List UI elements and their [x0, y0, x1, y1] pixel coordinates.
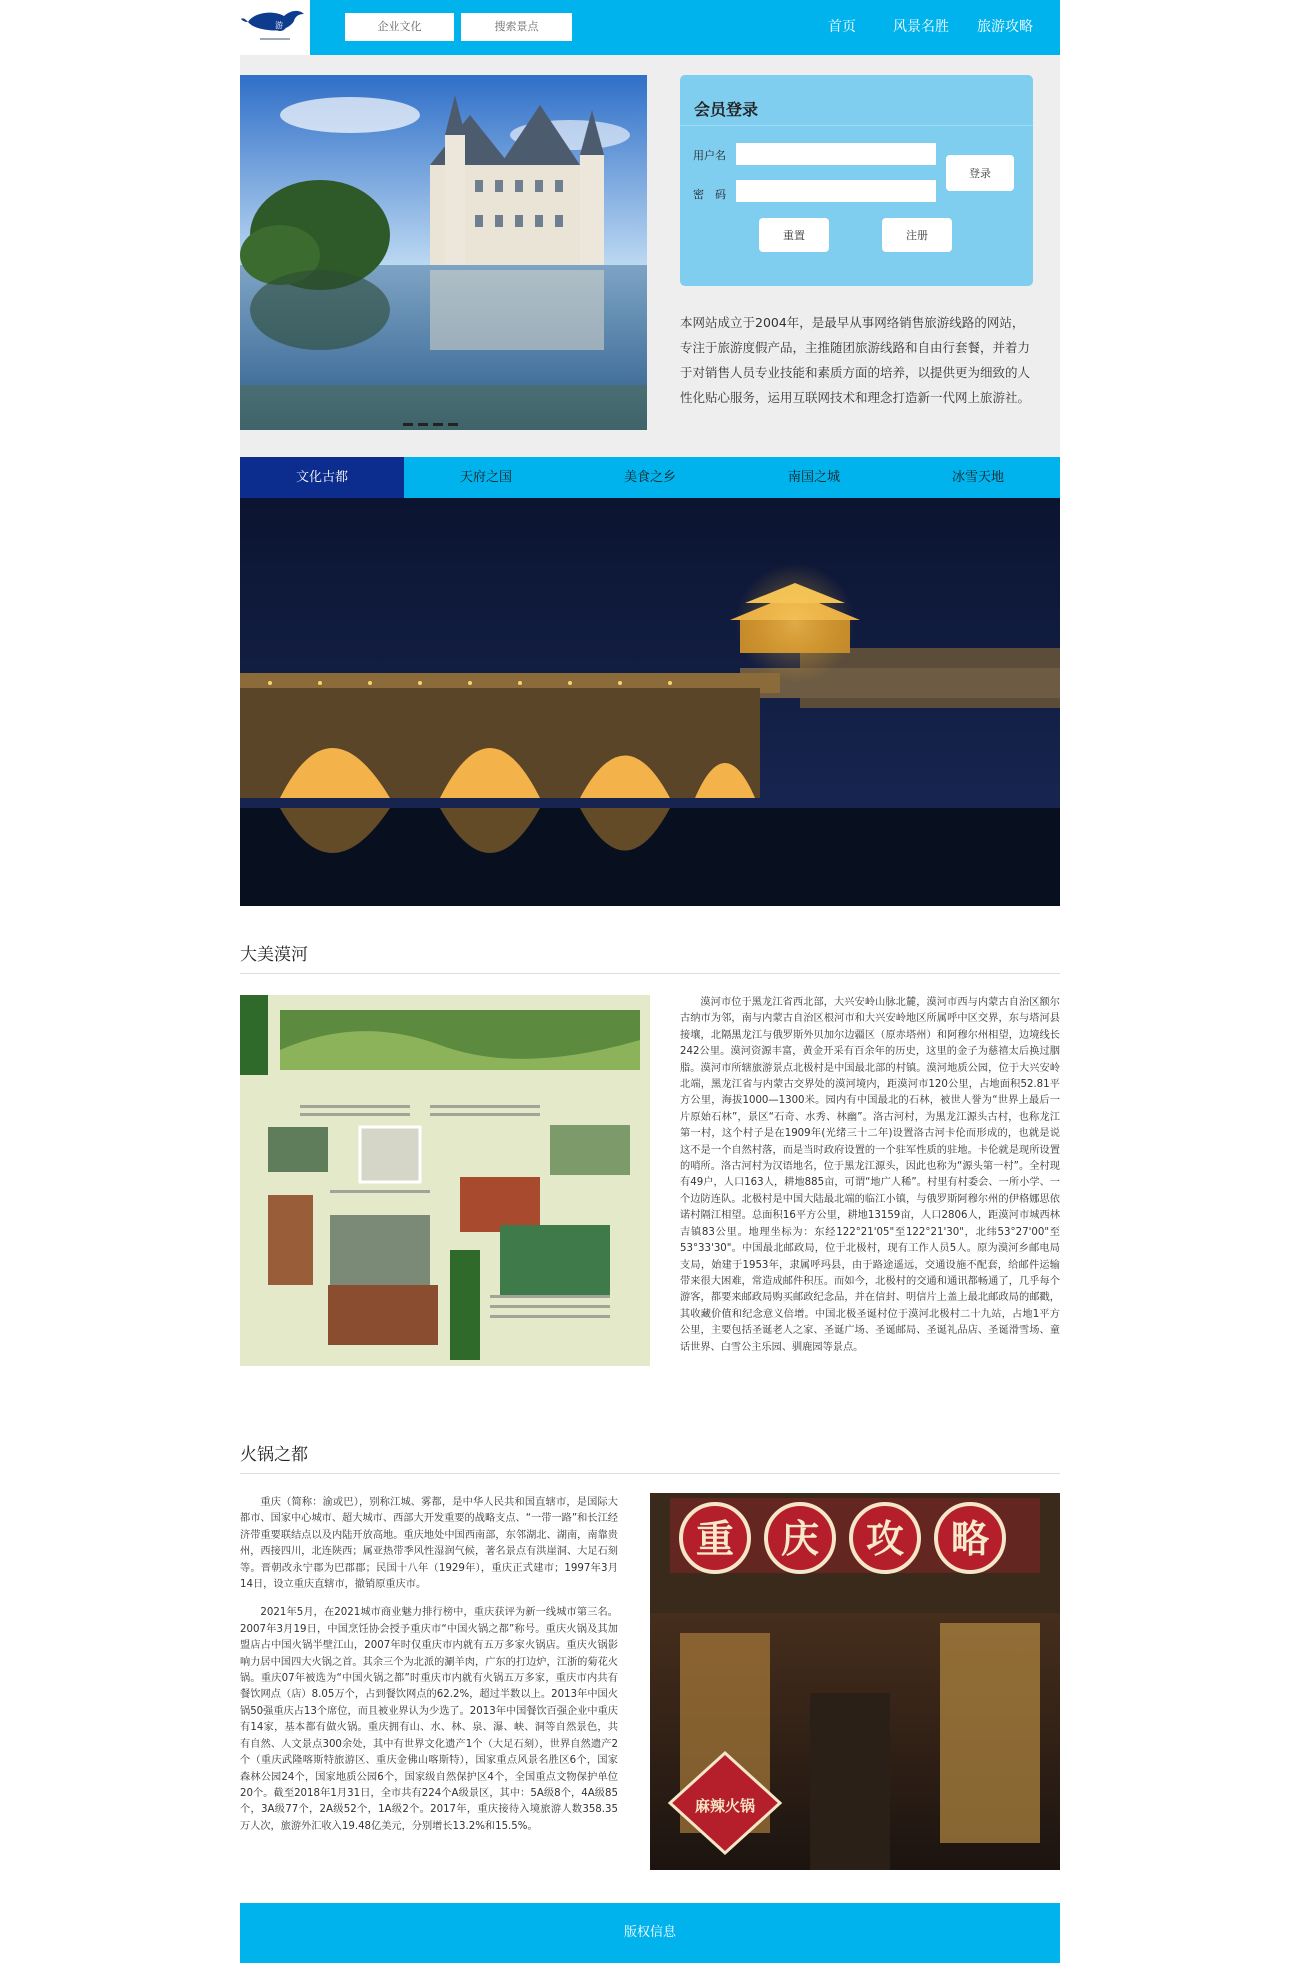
category-tabs [240, 457, 1060, 498]
poster-char-3: 攻 [865, 1516, 905, 1561]
poster-char-2: 庆 [780, 1516, 820, 1561]
copyright-link[interactable]: 版权信息 [623, 1925, 676, 1940]
username-label: 用户名 [693, 149, 726, 162]
tab-food[interactable]: 美食之乡 [623, 470, 676, 485]
night-bridge-photo [240, 498, 1060, 906]
section-title-mohe: 大美漠河 [240, 940, 1060, 974]
mohe-brochure-image [240, 995, 650, 1366]
username-input[interactable] [736, 143, 936, 165]
section-text-chongqing [240, 1495, 618, 1847]
tab-tianfu[interactable]: 天府之国 [459, 470, 512, 485]
poster-badge: 麻辣火锅 [694, 1797, 756, 1815]
top-header [240, 0, 1060, 55]
brochure-collage [240, 995, 650, 1366]
section-text-mohe: 漠河市位于黑龙江省西北部，大兴安岭山脉北麓，漠河市西与内蒙古自治区额尔古纳市为邻，南与内蒙古自治区根河市和大兴安岭地区所属呼中区交界，东与塔河县接壤，北隔黑龙江与俄罗斯外贝加尔边疆区（原赤塔州）和阿穆尔州相望，边境线长242公里。漠河资源丰富，黄金开采有百余年的历史，这里的金子为慈禧太后换过胭脂。漠河市所辖旅游景点北极村是中国最北部的村镇。漠河地质公园，位于大兴安岭北端，黑龙江省与内蒙古交界处的漠河境内，距漠河市120公里，占地面积52.81平方公里，海拔1000—1300米。园内有中国最北的石林，被世人誉为“世界上最后一片原始石林”，景区“石奇、水秀、林幽”。洛古河村，为黑龙江源头古村，也称龙江第一村，这个村子是在1909年(光绪三十二年)设置洛古河卡伦而形成的，也就是说这不是一个自然村落，而是当时政府设置的一个驻军性质的驻地。卡伦就是现所设置的哨所。洛古河村为汉语地名，位于黑龙江源头，因此也称为“源头第一村”。全村现有49户，人口163人，耕地885亩，可谓“地广人稀”。村里有村委会、一所小学、一个边防连队。北极村是中国大陆最北端的临江小镇，与俄罗斯阿穆尔州的伊格娜思依诺村隔江相望。总面积16平方公里，耕地13159亩，人口2806人，距漠河市城西林吉镇83公里。地理坐标为：东经122°21'05"至122°21'30"，北纬53°27'00"至53°33'30"。中国最北邮政局，位于北极村，现有工作人员5人。原为漠河乡邮电局支局，始建于1953年，隶属呼玛县，由于路途遥远，交通设施不配套，给邮件运输带来很大困难，常造成邮件积压。而如今，北极村的交通和通讯都畅通了，几乎每个游客，都要来邮政局购买邮政纪念品，并在信封、明信片上盖上最北邮政局的邮戳，其收藏价值和纪念意义倍增。中国北极圣诞村位于漠河北极村二十九站，占地1平方公里，主要包括圣诞老人之家、圣诞广场、圣诞邮局、圣诞礼品店、圣诞滑雪场、童话世界、白雪公主乐园、驯鹿园等景点。 [680, 997, 1060, 1353]
hero-slideshow[interactable] [240, 75, 647, 430]
nav-guide[interactable]: 旅游攻略 [977, 19, 1033, 35]
register-button[interactable]: 注册 [882, 218, 952, 252]
castle-photo [240, 75, 647, 430]
reset-button[interactable]: 重置 [759, 218, 829, 252]
footer [240, 1903, 1060, 1963]
poster-char-1: 重 [695, 1516, 735, 1561]
nav-home[interactable]: 首页 [828, 19, 856, 35]
banner-image [240, 498, 1060, 906]
search-spots-button[interactable]: 搜索景点 [461, 13, 572, 41]
slide-indicators[interactable] [403, 411, 463, 430]
login-button[interactable]: 登录 [946, 155, 1014, 191]
login-panel [680, 75, 1033, 286]
chongqing-poster-image [650, 1493, 1060, 1870]
site-intro: 本网站成立于2004年，是最早从事网络销售旅游线路的网站，专注于旅游度假产品，主推随团旅游线路和自由行套餐，并着力于对销售人员专业技能和素质方面的培养，以提供更为细致的人性化贴心服务，运用互联网技术和理念打造新一代网上旅游社。 [680, 315, 1031, 405]
poster-char-4: 略 [950, 1516, 990, 1561]
culture-button[interactable]: 企业文化 [345, 13, 454, 41]
tab-ice-snow[interactable]: 冰雪天地 [951, 470, 1004, 485]
tab-south-city[interactable]: 南国之城 [787, 470, 840, 485]
password-input[interactable] [736, 180, 936, 202]
tab-culture-capital[interactable]: 文化古都 [240, 457, 404, 498]
section-chongqing [240, 1440, 1060, 1880]
section-mohe [240, 940, 1060, 1380]
login-title: 会员登录 [694, 100, 759, 119]
paragraph-1: 重庆（简称：渝或巴），别称江城、雾都，是中华人民共和国直辖市，是国际大都市、国家中心城市、超大城市、西部大开发重要的战略支点、“一带一路”和长江经济带重要联结点以及内陆开放高地。重庆地处中国西南部，东邻湖北、湖南，南靠贵州，西接四川，北连陕西；属亚热带季风性湿润气候，著名景点有洪崖洞、大足石刻等。晋朝改永宁郡为巴郡郡；民国十八年（1929年），重庆正式建市；1997年3月14日，设立重庆直辖市，撤销原重庆市。 [240, 1497, 618, 1591]
section-title-chongqing: 火锅之都 [240, 1440, 1060, 1474]
logo[interactable] [240, 0, 310, 55]
svg-text:游: 游 [275, 21, 283, 30]
password-label: 密 码 [693, 188, 726, 201]
paragraph-2: 2021年5月，在2021城市商业魅力排行榜中，重庆获评为新一线城市第三名。2007年3月19日，中国烹饪协会授予重庆市“中国火锅之都”称号。重庆火锅及其加盟店占中国火锅半壁江山，2007年时仅重庆市内就有五万多家火锅店。重庆火锅影响力居中国四大火锅之首。其余三个为北派的涮羊肉，广东的打边炉，江浙的菊花火锅。重庆07年被选为“中国火锅之都”时重庆市内就有火锅五万多家，重庆市内共有餐饮网点（店）8.05万个，占到餐饮网点的62.2%，超过半数以上。2013年中国火锅50强重庆占13个席位，而且被业界认为少选了。2013年中国餐饮百强企业中重庆有14家，基本都有做火锅。重庆拥有山、水、林、泉、瀑、峡、洞等自然景色，共有自然、人文景点300余处，其中有世界文化遗产1个（大足石刻），世界自然遗产2个（重庆武隆喀斯特旅游区、重庆金佛山喀斯特），国家重点风景名胜区6个，国家森林公园24个，国家地质公园6个，国家级自然保护区4个，全国重点文物保护单位20个。截至2018年1月31日，全市共有224个A级景区，其中：5A级8个，4A级85个，3A级77个，2A级52个，1A级2个。2017年，重庆接待入境旅游人数358.35万人次，旅游外汇收入19.48亿美元，分别增长13.2%和15.5%。 [240, 1607, 618, 1832]
chongqing-street-poster [650, 1493, 1060, 1870]
nav-scenery[interactable]: 风景名胜 [893, 19, 949, 35]
whale-logo-icon [240, 0, 310, 55]
top-section [240, 55, 1060, 457]
